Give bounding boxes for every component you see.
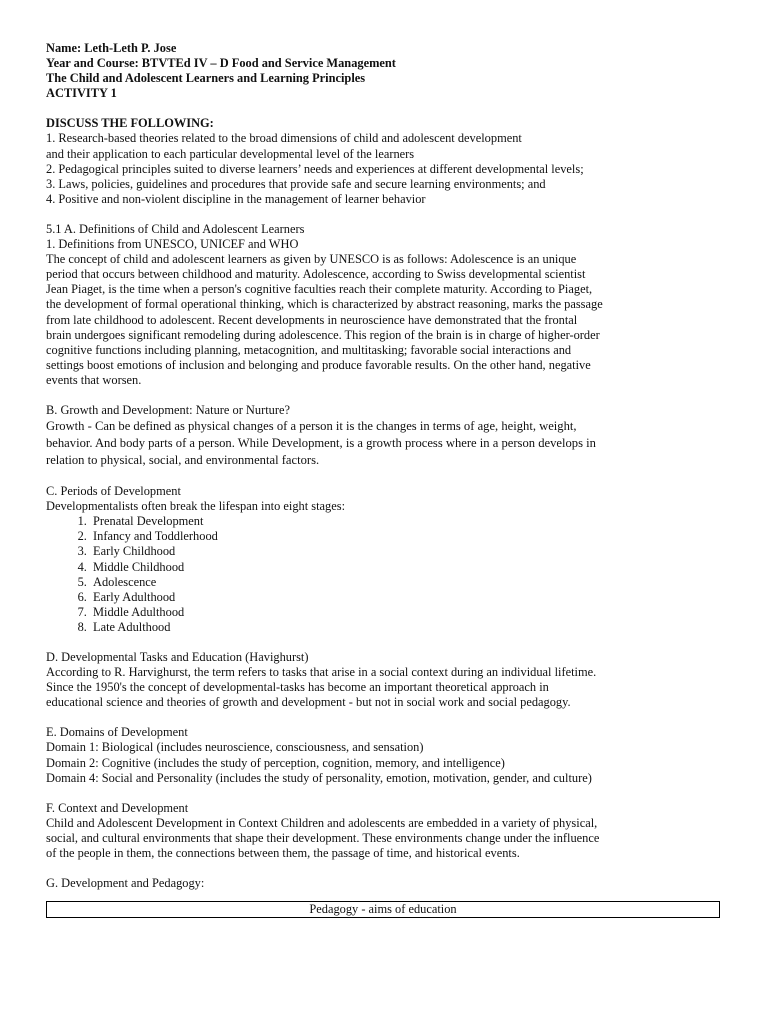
stages-list bbox=[46, 514, 724, 635]
section-g-heading: G. Development and Pedagogy: bbox=[46, 876, 205, 891]
discuss-item: 4. Positive and non-violent discipline in the management of learner behavior bbox=[46, 191, 426, 206]
section-b-heading: B. Growth and Development: Nature or Nurture? bbox=[46, 402, 290, 417]
list-item: 7. Middle Adulthood bbox=[90, 605, 724, 620]
list-item: 6. Early Adulthood bbox=[90, 590, 724, 605]
discuss-item: 2. Pedagogical principles suited to diverse learners’ needs and experiences at different developmental levels; bbox=[46, 161, 584, 176]
pedagogy-table-header: Pedagogy - aims of education bbox=[46, 901, 720, 918]
discuss-title: DISCUSS THE FOLLOWING: bbox=[46, 116, 214, 131]
year-and-course: Year and Course: BTVTEd IV – D Food and Service Management bbox=[46, 56, 396, 71]
section-e bbox=[46, 725, 724, 785]
section-a-line: Jean Piaget, is the time when a person's cognitive faculties reach their complete maturity. According to Piaget, bbox=[46, 282, 593, 297]
section-c-intro: Developmentalists often break the lifespan into eight stages: bbox=[46, 499, 346, 514]
section-c-heading: C. Periods of Development bbox=[46, 484, 181, 499]
section-f-line: of the people in them, the connections between them, the passage of time, and historical events. bbox=[46, 846, 520, 861]
header-block bbox=[46, 41, 724, 101]
section-b-line: behavior. And body parts of a person. While Development, is a growth process where in a person develops in bbox=[46, 436, 596, 451]
section-c bbox=[46, 484, 724, 635]
list-item: 1. Prenatal Development bbox=[90, 514, 724, 529]
section-a-line: cognitive functions including planning, metacognition, and multitasking; favorable social interactions and bbox=[46, 342, 572, 357]
list-item: 5. Adolescence bbox=[90, 575, 724, 590]
section-d-line: educational science and theories of growth and development - but not in social work and social pedagogy. bbox=[46, 695, 571, 710]
section-d bbox=[46, 650, 724, 710]
domain-item: Domain 4: Social and Personality (includes the study of personality, emotion, motivation, gender, and culture) bbox=[46, 770, 592, 785]
section-d-line: According to R. Harvighurst, the term refers to tasks that arise in a social context during an individual lifetime. bbox=[46, 665, 597, 680]
section-a bbox=[46, 222, 724, 388]
discuss-item: 1. Research-based theories related to the broad dimensions of child and adolescent development bbox=[46, 131, 522, 146]
section-a-line: events that worsen. bbox=[46, 372, 142, 387]
section-a-heading: 5.1 A. Definitions of Child and Adolescent Learners bbox=[46, 221, 305, 236]
section-g bbox=[46, 876, 724, 918]
list-item: 4. Middle Childhood bbox=[90, 560, 724, 575]
section-d-line: Since the 1950's the concept of developmental-tasks has become an important theoretical approach in bbox=[46, 680, 549, 695]
section-a-line: the development of formal operational thinking, which is characterized by abstract reasoning, marks the passage bbox=[46, 297, 603, 312]
discuss-section bbox=[46, 116, 724, 207]
list-item: 8. Late Adulthood bbox=[90, 620, 724, 635]
list-item: 2. Infancy and Toddlerhood bbox=[90, 529, 724, 544]
section-e-heading: E. Domains of Development bbox=[46, 725, 188, 740]
section-b-line: relation to physical, social, and environmental factors. bbox=[46, 453, 320, 468]
section-d-heading: D. Developmental Tasks and Education (Havighurst) bbox=[46, 650, 309, 664]
discuss-item: and their application to each particular developmental level of the learners bbox=[46, 146, 415, 161]
subject-title: The Child and Adolescent Learners and Learning Principles bbox=[46, 71, 366, 86]
section-f bbox=[46, 801, 724, 861]
domain-item: Domain 2: Cognitive (includes the study of perception, cognition, memory, and intelligence) bbox=[46, 755, 505, 770]
section-b-line: Growth - Can be defined as physical changes of a person it is the changes in terms of age, height, weight, bbox=[46, 419, 577, 434]
section-a-line: period that occurs between childhood and maturity. Adolescence, according to Swiss developmental scientist bbox=[46, 267, 586, 282]
section-a-subheading: 1. Definitions from UNESCO, UNICEF and WHO bbox=[46, 237, 299, 252]
section-f-line: Child and Adolescent Development in Context Children and adolescents are embedded in a variety of physical, bbox=[46, 815, 598, 830]
student-name: Name: Leth-Leth P. Jose bbox=[46, 41, 177, 55]
list-item: 3. Early Childhood bbox=[90, 544, 724, 559]
section-a-line: The concept of child and adolescent learners as given by UNESCO is as follows: Adolescence is an unique bbox=[46, 252, 577, 267]
activity-label: ACTIVITY 1 bbox=[46, 86, 117, 101]
section-a-line: from late childhood to adolescent. Recent developments in neuroscience have demonstrated that the frontal bbox=[46, 312, 578, 327]
discuss-item: 3. Laws, policies, guidelines and procedures that provide safe and secure learning environments; and bbox=[46, 176, 546, 191]
section-a-line: brain undergoes significant remodeling during adolescence. This region of the brain is in charge of higher-order bbox=[46, 327, 600, 342]
domain-item: Domain 1: Biological (includes neuroscience, consciousness, and sensation) bbox=[46, 740, 424, 755]
section-b bbox=[46, 403, 724, 469]
section-f-line: social, and cultural environments that shape their development. These environments change under the influence bbox=[46, 830, 600, 845]
section-f-heading: F. Context and Development bbox=[46, 800, 189, 815]
section-a-line: settings boost emotions of inclusion and belonging and produce favorable results. On the other hand, negative bbox=[46, 357, 591, 372]
